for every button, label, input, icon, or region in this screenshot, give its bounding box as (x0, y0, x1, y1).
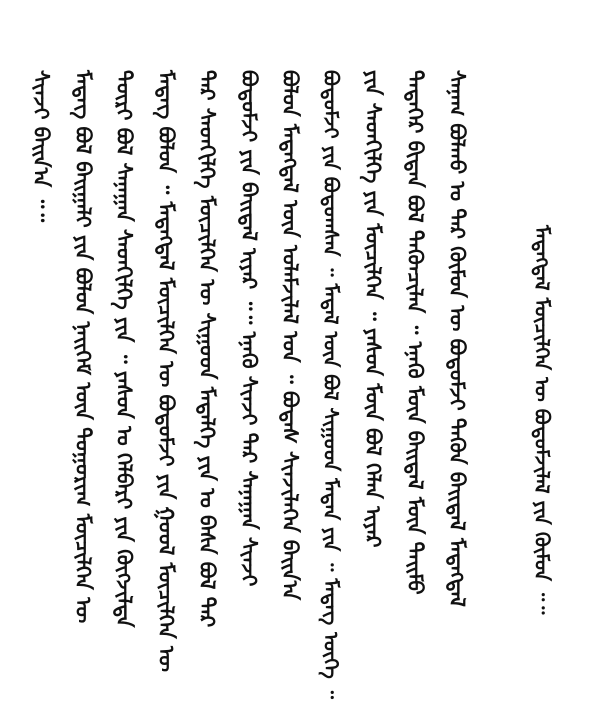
paragraph-column: ᠰᠢᠨᠵᠢ ᠪᠠᠢᠨ᠎ᠠ ᠃᠃ (29, 70, 53, 223)
paragraph-column: ᠳᠦᠷᠢ ᠪᠣᠯ ᠰᠠᠨᠠᠭᠠᠨ ᠰᠡᠳᠬᠢᠯᠭᠡ ᠶᠢᠨ ᠃ ᠶᠠᠰᠤᠨ ᠤ ᠬᠡᠯᠪᠡᠷᠢ ᠶᠢᠨ ᠬᠥᠭᠵᠢᠯᠲᠡ (112, 70, 136, 628)
paragraph-column: ᠰᠠᠨᠠᠭ ᠪᠣᠯᠬᠤ ᠤ ᠲᠡᠷ ᠬᠦᠮᠦᠨ ᠦ ᠪᠣᠳᠣᠮᠵᠢ ᠲᠡᠭᠦᠨ ᠪᠠᠢᠳᠠᠯ ᠮᠡᠳᠡᠭᠳᠡᠯ (445, 70, 469, 607)
paragraph-column: ᠪᠣᠳᠣᠮᠵᠢ ᠶᠢᠨ ᠪᠣᠳᠣᠭᠰᠠᠨ ᠃ ᠮᠡᠳᠡᠯ ᠦᠨ ᠪᠣᠯ ᠰᠢᠭᠤᠳ ᠮᠡᠳᠡᠨ ᠶᠢᠨ ᠃ ᠮᠡᠳᠡᠭ ᠦᠭᠡ ᠃ (319, 70, 343, 699)
caption-column: ᠮᠡᠳᠡᠭᠳᠡᠯ ᠮᠥᠴᠢᠯᠭᠡᠨ ᠦ ᠪᠣᠳᠣᠮᠵᠢᠯᠠᠯ ᠶᠢᠨ ᠬᠦᠮᠦᠨ ᠃᠃ (530, 225, 554, 615)
paragraph-column: ᠪᠣᠯᠣᠨ ᠮᠡᠳᠡᠭᠳᠡᠯ ᠦᠨ ᠤᠯᠠᠮᠵᠢᠯᠠᠯ ᠤᠨ ᠃ ᠪᠣᠳᠠᠰ ᠰᠢᠨᠵᠢᠯᠡᠭᠡᠨ ᠪᠠᠢᠨ᠎ᠠ (278, 70, 302, 601)
paragraph-column: ᠮᠡᠳᠡᠭ ᠪᠣᠯ ᠪᠠᠢᠭᠠᠯᠢ ᠶᠢᠨ ᠪᠣᠯᠣᠨ ᠨᠡᠢᠭᠡᠮ ᠦᠨ ᠲᠣᠭᠣᠷᠢᠭ ᠮᠥᠴᠢᠯᠭᠡᠨ ᠦ (71, 70, 95, 624)
paragraph-column: ᠮᠡᠳᠡᠭ ᠪᠣᠯᠣᠨ ᠃ ᠮᠡᠳᠡᠭᠳᠡᠯ ᠮᠥᠴᠢᠯᠭᠡᠨ ᠦ ᠪᠣᠳᠣᠮᠵᠢ ᠶᠢᠨ ᠭᠣᠣᠯ ᠮᠥᠴᠢᠯᠭᠡᠨ ᠦ (154, 70, 178, 672)
paragraph-column: ᠲᠡᠷ ᠰᠡᠳᠬᠢᠯᠭᠡ ᠮᠥᠴᠢᠯᠭᠡᠨ ᠦ ᠰᠢᠭᠤᠳ ᠮᠡᠳᠡᠯᠭᠡ ᠶᠢᠨ ᠤ ᠪᠠᠰᠠ ᠪᠣᠯ ᠲᠡᠷ (195, 70, 219, 628)
paragraph-column: ᠶᠢᠨ ᠰᠡᠳᠬᠢᠯᠭᠡ ᠶᠢᠨ ᠮᠥᠴᠢᠯᠭᠡᠨ ᠃ ᠶᠠᠰᠤᠨ ᠮᠥᠨ ᠪᠣᠯ ᠬᠡᠯᠡᠨ ᠢᠶᠠᠷ (361, 70, 385, 548)
paragraph-column: ᠲᠡᠳᠡᠭᠡᠷ ᠪᠢᠳᠡᠨ ᠪᠣᠯ ᠲᠡᠭᠦᠨᠴᠢᠯᠡᠨ ᠃ ᠡᠨᠡᠬᠦ ᠮᠥᠨ ᠪᠠᠢᠳᠠᠯ ᠮᠥᠨ ᠲᠡᠢᠮᠦ (403, 70, 427, 595)
paragraph-column: ᠪᠣᠳᠣᠮᠵᠢ ᠶᠢᠨ ᠪᠠᠢᠳᠠᠯ ᠢᠶᠠᠷ ᠃᠃ ᠡᠨᠡᠬᠦ ᠰᠢᠨᠵᠢ ᠲᠡᠷ ᠰᠠᠨᠠᠭᠠᠨ ᠰᠢᠨᠵᠢ (237, 70, 261, 587)
